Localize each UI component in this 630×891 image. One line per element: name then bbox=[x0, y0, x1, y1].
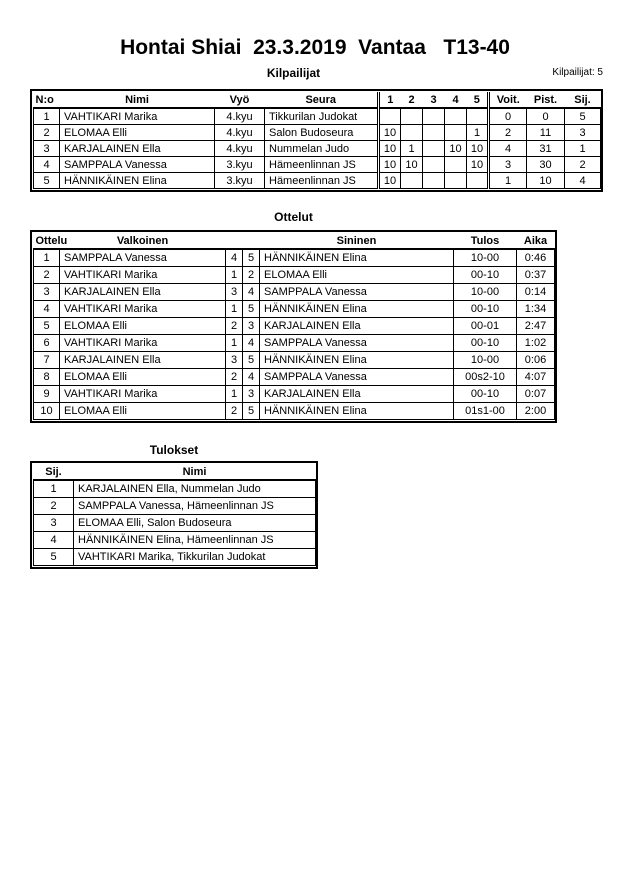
white-player-name: VAHTIKARI Marika bbox=[60, 301, 226, 318]
white-player-number: 4 bbox=[226, 249, 243, 267]
results-heading: Tulokset bbox=[149, 443, 199, 457]
white-player-number: 1 bbox=[226, 386, 243, 403]
white-player-number: 2 bbox=[226, 403, 243, 420]
competitor-club: Tikkurilan Judokat bbox=[265, 108, 379, 125]
competitor-club: Hämeenlinnan JS bbox=[265, 157, 379, 173]
matches-heading: Ottelut bbox=[274, 210, 313, 224]
white-player-number: 1 bbox=[226, 335, 243, 352]
match-time: 2:00 bbox=[517, 403, 555, 420]
result-name: HÄNNIKÄINEN Elina, Hämeenlinnan JS bbox=[74, 532, 316, 549]
match-result: 00-01 bbox=[454, 318, 517, 335]
match-result: 00-10 bbox=[454, 301, 517, 318]
competitors-table-grid bbox=[33, 92, 601, 189]
match-number: 2 bbox=[34, 267, 60, 284]
white-player-name: KARJALAINEN Ella bbox=[60, 284, 226, 301]
blue-player-number: 5 bbox=[243, 249, 260, 267]
competitor-points: 10 bbox=[527, 173, 565, 189]
competitor-score-3 bbox=[423, 108, 445, 125]
match-row bbox=[34, 318, 555, 335]
match-row bbox=[34, 284, 555, 301]
competitor-place: 4 bbox=[565, 173, 601, 189]
match-number: 4 bbox=[34, 301, 60, 318]
match-number: 10 bbox=[34, 403, 60, 420]
blue-player-number: 3 bbox=[243, 318, 260, 335]
competitor-club: Nummelan Judo bbox=[265, 141, 379, 157]
competitor-number: 1 bbox=[34, 108, 60, 125]
match-time: 0:14 bbox=[517, 284, 555, 301]
result-name: VAHTIKARI Marika, Tikkurilan Judokat bbox=[74, 549, 316, 566]
match-time: 0:07 bbox=[517, 386, 555, 403]
white-player-name: ELOMAA Elli bbox=[60, 403, 226, 420]
col-header-time: Aika bbox=[517, 233, 555, 249]
blue-player-name: HÄNNIKÄINEN Elina bbox=[260, 403, 454, 420]
competitor-score-4 bbox=[445, 173, 467, 189]
blue-player-name: SAMPPALA Vanessa bbox=[260, 335, 454, 352]
result-place: 4 bbox=[34, 532, 74, 549]
competitor-name: VAHTIKARI Marika bbox=[60, 108, 215, 125]
competitor-score-2 bbox=[401, 173, 423, 189]
competitor-score-5: 10 bbox=[467, 157, 489, 173]
blue-player-number: 4 bbox=[243, 335, 260, 352]
blue-player-name: HÄNNIKÄINEN Elina bbox=[260, 352, 454, 369]
col-header-place: Sij. bbox=[565, 92, 601, 108]
match-time: 2:47 bbox=[517, 318, 555, 335]
match-result: 10-00 bbox=[454, 249, 517, 267]
col-header-result-name: Nimi bbox=[74, 464, 316, 480]
col-header-score-3: 3 bbox=[423, 92, 445, 108]
white-player-number: 2 bbox=[226, 318, 243, 335]
competitor-belt: 3.kyu bbox=[215, 157, 265, 173]
competitor-score-4 bbox=[445, 125, 467, 141]
white-player-number: 3 bbox=[226, 284, 243, 301]
competitor-row bbox=[34, 125, 601, 141]
match-row bbox=[34, 386, 555, 403]
competitor-score-5: 1 bbox=[467, 125, 489, 141]
competitor-number: 3 bbox=[34, 141, 60, 157]
match-time: 1:34 bbox=[517, 301, 555, 318]
match-time: 0:46 bbox=[517, 249, 555, 267]
result-name: KARJALAINEN Ella, Nummelan Judo bbox=[74, 480, 316, 498]
competitor-row bbox=[34, 141, 601, 157]
competitor-wins: 0 bbox=[489, 108, 527, 125]
blue-player-number: 4 bbox=[243, 369, 260, 386]
competitor-score-4: 10 bbox=[445, 141, 467, 157]
match-time: 0:37 bbox=[517, 267, 555, 284]
competitor-score-1: 10 bbox=[379, 173, 401, 189]
match-result: 00-10 bbox=[454, 386, 517, 403]
col-header-score-4: 4 bbox=[445, 92, 467, 108]
match-row bbox=[34, 249, 555, 267]
result-place: 5 bbox=[34, 549, 74, 566]
results-body bbox=[34, 480, 316, 566]
blue-player-name: SAMPPALA Vanessa bbox=[260, 284, 454, 301]
competitor-name: ELOMAA Elli bbox=[60, 125, 215, 141]
competitors-header-row bbox=[34, 92, 601, 108]
result-row bbox=[34, 498, 316, 515]
competitor-wins: 3 bbox=[489, 157, 527, 173]
match-row bbox=[34, 403, 555, 420]
matches-table-grid bbox=[33, 233, 555, 420]
col-header-score-5: 5 bbox=[467, 92, 489, 108]
white-player-number: 1 bbox=[226, 301, 243, 318]
competitor-score-5 bbox=[467, 173, 489, 189]
result-place: 1 bbox=[34, 480, 74, 498]
match-number: 5 bbox=[34, 318, 60, 335]
match-result: 00-10 bbox=[454, 335, 517, 352]
result-row bbox=[34, 480, 316, 498]
competitor-points: 31 bbox=[527, 141, 565, 157]
match-row bbox=[34, 352, 555, 369]
competitor-points: 30 bbox=[527, 157, 565, 173]
competitor-score-5: 10 bbox=[467, 141, 489, 157]
col-header-name: Nimi bbox=[60, 92, 215, 108]
blue-player-name: KARJALAINEN Ella bbox=[260, 318, 454, 335]
competitor-score-1: 10 bbox=[379, 125, 401, 141]
col-header-result: Tulos bbox=[454, 233, 517, 249]
competitor-score-3 bbox=[423, 141, 445, 157]
match-row bbox=[34, 267, 555, 284]
blue-player-number: 5 bbox=[243, 301, 260, 318]
col-header-belt: Vyö bbox=[215, 92, 265, 108]
match-number: 1 bbox=[34, 249, 60, 267]
competitor-score-2: 1 bbox=[401, 141, 423, 157]
competitor-score-3 bbox=[423, 125, 445, 141]
result-place: 2 bbox=[34, 498, 74, 515]
competitors-body bbox=[34, 108, 601, 189]
col-header-no: N:o bbox=[34, 92, 60, 108]
col-header-score-2: 2 bbox=[401, 92, 423, 108]
competitor-score-4 bbox=[445, 157, 467, 173]
competitor-name: SAMPPALA Vanessa bbox=[60, 157, 215, 173]
match-result: 01s1-00 bbox=[454, 403, 517, 420]
white-player-number: 2 bbox=[226, 369, 243, 386]
competitor-score-1: 10 bbox=[379, 157, 401, 173]
result-place: 3 bbox=[34, 515, 74, 532]
match-row bbox=[34, 369, 555, 386]
competitor-score-1: 10 bbox=[379, 141, 401, 157]
match-result: 00s2-10 bbox=[454, 369, 517, 386]
competitor-place: 2 bbox=[565, 157, 601, 173]
col-header-result-place: Sij. bbox=[34, 464, 74, 480]
match-number: 7 bbox=[34, 352, 60, 369]
white-player-name: ELOMAA Elli bbox=[60, 318, 226, 335]
competitor-score-2: 10 bbox=[401, 157, 423, 173]
competitor-place: 1 bbox=[565, 141, 601, 157]
match-row bbox=[34, 335, 555, 352]
col-header-blue: Sininen bbox=[260, 233, 454, 249]
white-player-name: KARJALAINEN Ella bbox=[60, 352, 226, 369]
competitor-wins: 2 bbox=[489, 125, 527, 141]
match-number: 9 bbox=[34, 386, 60, 403]
result-row bbox=[34, 549, 316, 566]
competitor-row bbox=[34, 173, 601, 189]
competitor-score-2 bbox=[401, 108, 423, 125]
competitor-wins: 1 bbox=[489, 173, 527, 189]
competitor-belt: 4.kyu bbox=[215, 108, 265, 125]
competitor-belt: 4.kyu bbox=[215, 141, 265, 157]
white-player-name: VAHTIKARI Marika bbox=[60, 335, 226, 352]
blue-player-number: 3 bbox=[243, 386, 260, 403]
matches-header-row bbox=[34, 233, 555, 249]
page-title: Hontai Shiai 23.3.2019 Vantaa T13-40 bbox=[120, 36, 510, 59]
competitor-points: 0 bbox=[527, 108, 565, 125]
blue-player-number: 5 bbox=[243, 352, 260, 369]
col-header-wins: Voit. bbox=[489, 92, 527, 108]
results-table bbox=[30, 461, 318, 569]
result-name: SAMPPALA Vanessa, Hämeenlinnan JS bbox=[74, 498, 316, 515]
white-player-number: 3 bbox=[226, 352, 243, 369]
white-player-name: ELOMAA Elli bbox=[60, 369, 226, 386]
competitors-count-label: Kilpailijat: 5 bbox=[552, 67, 603, 78]
competitors-table bbox=[30, 89, 603, 192]
competitor-name: HÄNNIKÄINEN Elina bbox=[60, 173, 215, 189]
white-player-name: SAMPPALA Vanessa bbox=[60, 249, 226, 267]
competitor-score-2 bbox=[401, 125, 423, 141]
competitor-number: 4 bbox=[34, 157, 60, 173]
competitor-points: 11 bbox=[527, 125, 565, 141]
competitor-row bbox=[34, 108, 601, 125]
match-number: 3 bbox=[34, 284, 60, 301]
competitor-row bbox=[34, 157, 601, 173]
competitor-score-3 bbox=[423, 157, 445, 173]
col-header-score-1: 1 bbox=[379, 92, 401, 108]
competitor-wins: 4 bbox=[489, 141, 527, 157]
competitor-score-3 bbox=[423, 173, 445, 189]
match-number: 8 bbox=[34, 369, 60, 386]
blue-player-number: 2 bbox=[243, 267, 260, 284]
match-number: 6 bbox=[34, 335, 60, 352]
match-time: 1:02 bbox=[517, 335, 555, 352]
col-header-match-no: Ottelu bbox=[34, 233, 60, 249]
col-header-white: Valkoinen bbox=[60, 233, 226, 249]
competitor-score-1 bbox=[379, 108, 401, 125]
match-result: 10-00 bbox=[454, 352, 517, 369]
competitor-club: Hämeenlinnan JS bbox=[265, 173, 379, 189]
match-result: 00-10 bbox=[454, 267, 517, 284]
matches-table bbox=[30, 230, 557, 423]
blue-player-name: HÄNNIKÄINEN Elina bbox=[260, 249, 454, 267]
blue-player-name: ELOMAA Elli bbox=[260, 267, 454, 284]
col-header-white-number bbox=[226, 233, 243, 249]
competitor-number: 5 bbox=[34, 173, 60, 189]
blue-player-name: SAMPPALA Vanessa bbox=[260, 369, 454, 386]
competitors-heading: Kilpailijat bbox=[266, 66, 321, 80]
blue-player-name: KARJALAINEN Ella bbox=[260, 386, 454, 403]
competitor-place: 3 bbox=[565, 125, 601, 141]
blue-player-name: HÄNNIKÄINEN Elina bbox=[260, 301, 454, 318]
col-header-points: Pist. bbox=[527, 92, 565, 108]
competitor-score-4 bbox=[445, 108, 467, 125]
competitor-club: Salon Budoseura bbox=[265, 125, 379, 141]
competitor-number: 2 bbox=[34, 125, 60, 141]
results-table-grid bbox=[33, 464, 316, 566]
col-header-blue-number bbox=[243, 233, 260, 249]
white-player-number: 1 bbox=[226, 267, 243, 284]
match-row bbox=[34, 301, 555, 318]
white-player-name: VAHTIKARI Marika bbox=[60, 386, 226, 403]
match-time: 0:06 bbox=[517, 352, 555, 369]
col-header-club: Seura bbox=[265, 92, 379, 108]
competitor-belt: 3.kyu bbox=[215, 173, 265, 189]
competitor-name: KARJALAINEN Ella bbox=[60, 141, 215, 157]
matches-body bbox=[34, 249, 555, 420]
white-player-name: VAHTIKARI Marika bbox=[60, 267, 226, 284]
competitor-belt: 4.kyu bbox=[215, 125, 265, 141]
match-time: 4:07 bbox=[517, 369, 555, 386]
results-header-row bbox=[34, 464, 316, 480]
result-name: ELOMAA Elli, Salon Budoseura bbox=[74, 515, 316, 532]
match-result: 10-00 bbox=[454, 284, 517, 301]
competitor-score-5 bbox=[467, 108, 489, 125]
result-row bbox=[34, 532, 316, 549]
result-row bbox=[34, 515, 316, 532]
blue-player-number: 4 bbox=[243, 284, 260, 301]
blue-player-number: 5 bbox=[243, 403, 260, 420]
competitor-place: 5 bbox=[565, 108, 601, 125]
